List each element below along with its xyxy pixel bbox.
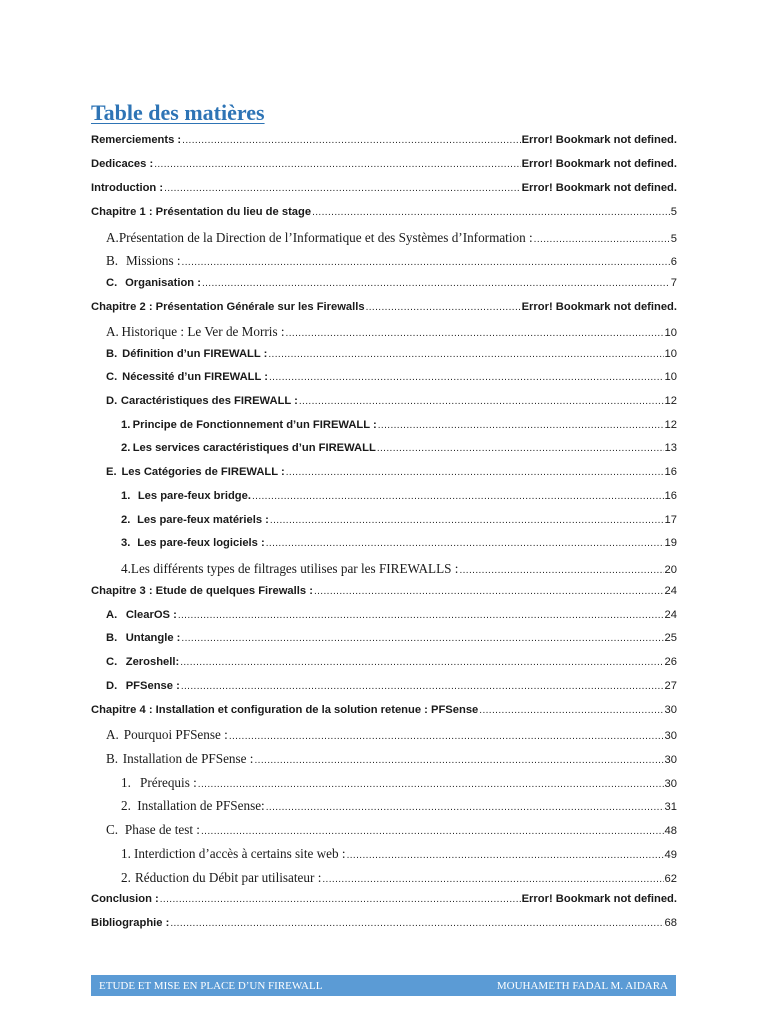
toc-entry[interactable]	[121, 798, 677, 818]
toc-entry-marker: D.	[106, 395, 118, 407]
toc-dot-leader	[378, 420, 664, 431]
toc-entry-label: Installation de PFSense:	[137, 798, 265, 813]
toc-entry-marker: 2.	[121, 442, 131, 454]
toc-dot-leader	[459, 565, 663, 576]
toc-entry-label: Dedicaces :	[91, 158, 154, 170]
toc-entry-page: 31	[664, 801, 677, 813]
toc-entry-page: 25	[664, 632, 677, 644]
toc-entry-label: Les services caractéristiques d’un FIREWALL	[132, 442, 376, 454]
toc-entry[interactable]	[106, 656, 677, 676]
toc-entry-page: 49	[664, 849, 677, 861]
toc-entry-page: 48	[664, 825, 677, 837]
toc-entry-page: Error! Bookmark not defined.	[521, 158, 677, 170]
toc-entry-label: Bibliographie :	[91, 917, 170, 929]
toc-dot-leader	[286, 328, 664, 339]
toc-entry-marker: 1.	[121, 419, 131, 431]
toc-entry[interactable]	[106, 466, 677, 486]
toc-dot-leader	[479, 705, 663, 716]
toc-entry-marker: D.	[106, 680, 118, 692]
toc-entry-label: Remerciements :	[91, 134, 182, 146]
toc-entry-marker: C.	[106, 371, 118, 383]
toc-entry[interactable]	[121, 775, 677, 795]
toc-dot-leader	[178, 610, 664, 621]
toc-entry[interactable]	[106, 751, 677, 771]
toc-entry-page: 13	[664, 442, 677, 454]
toc-entry-page: 6	[670, 256, 677, 268]
toc-entry-page: 5	[670, 206, 677, 218]
toc-dot-leader	[312, 207, 670, 218]
toc-entry-label: Définition d’un FIREWALL :	[122, 348, 268, 360]
toc-entry[interactable]	[106, 395, 677, 415]
toc-entry-label: Pourquoi PFSense :	[123, 727, 228, 742]
toc-entry[interactable]	[121, 870, 677, 890]
toc-entry-label: Chapitre 1 : Présentation du lieu de stage	[91, 206, 312, 218]
toc-entry-page: 12	[664, 395, 677, 407]
toc-entry-label: Présentation de la Direction de l’Informatique et des Systèmes d’Information :	[118, 230, 533, 245]
toc-entry[interactable]	[91, 893, 677, 913]
toc-entry-page: Error! Bookmark not defined.	[521, 134, 677, 146]
toc-dot-leader	[254, 755, 663, 766]
toc-entry-page: 5	[670, 233, 677, 245]
toc-entry-label: Prérequis :	[140, 775, 197, 790]
toc-entry[interactable]	[121, 442, 677, 462]
toc-entry[interactable]	[121, 490, 677, 510]
toc-entry-label: Caractéristiques des FIREWALL :	[120, 395, 298, 407]
toc-entry-page: 68	[664, 917, 677, 929]
toc-entry-page: Error! Bookmark not defined.	[521, 301, 677, 313]
toc-dot-leader	[299, 396, 664, 407]
toc-entry-page: 27	[664, 680, 677, 692]
toc-entry-label: ClearOS :	[125, 609, 177, 621]
toc-entry-marker: A.	[106, 609, 118, 621]
toc-entry[interactable]	[91, 917, 677, 937]
toc-entry-page: 20	[664, 564, 677, 576]
toc-entry-marker: C.	[106, 822, 119, 837]
toc-dot-leader	[229, 731, 664, 742]
toc-entry[interactable]	[106, 230, 677, 250]
toc-entry-marker: B.	[106, 348, 118, 360]
toc-entry-label: Zeroshell:	[125, 656, 180, 668]
toc-entry[interactable]	[106, 609, 677, 629]
toc-dot-leader	[377, 443, 664, 454]
toc-entry-page: 26	[664, 656, 677, 668]
toc-entry-label: Les pare-feux logiciels :	[137, 537, 265, 549]
footer-document-title: ETUDE ET MISE EN PLACE D’UN FIREWALL	[99, 979, 323, 992]
toc-entry-label: Chapitre 4 : Installation et configuration de la solution retenue : PFSense	[91, 704, 479, 716]
toc-entry[interactable]	[91, 704, 677, 724]
page-footer	[91, 975, 676, 996]
toc-entry[interactable]	[121, 514, 677, 534]
toc-entry-label: Nécessité d’un FIREWALL :	[122, 371, 268, 383]
toc-dot-leader	[202, 278, 670, 289]
toc-entry-marker: E.	[106, 466, 117, 478]
toc-entry-label: Chapitre 3 : Etude de quelques Firewalls :	[91, 585, 313, 597]
toc-dot-leader	[266, 802, 664, 813]
toc-dot-leader	[347, 850, 664, 861]
toc-entry[interactable]	[91, 206, 677, 226]
toc-entry-marker: 2.	[121, 798, 131, 813]
toc-entry[interactable]	[106, 277, 677, 297]
toc-entry-page: 24	[664, 609, 677, 621]
toc-entry-label: Principe de Fonctionnement d’un FIREWALL :	[132, 419, 377, 431]
toc-entry-marker: B.	[106, 751, 119, 766]
toc-entry-page: 7	[670, 277, 677, 289]
toc-entry[interactable]	[91, 158, 677, 178]
toc-entry-label: Les Catégories de FIREWALL :	[121, 466, 285, 478]
toc-entry-page: 12	[664, 419, 677, 431]
toc-entry[interactable]	[106, 822, 677, 842]
toc-entry[interactable]	[106, 371, 677, 391]
toc-entry-label: Réduction du Débit par utilisateur :	[134, 870, 322, 885]
toc-entry[interactable]	[106, 727, 677, 747]
toc-entry-label: Untangle :	[125, 632, 181, 644]
toc-entry[interactable]	[121, 419, 677, 439]
toc-entry-page: 24	[664, 585, 677, 597]
toc-entry-page: 19	[664, 537, 677, 549]
toc-entry-label: Les différents types de filtrages utilises par les FIREWALLS :	[130, 561, 459, 576]
toc-dot-leader	[198, 779, 664, 790]
toc-entry-marker: B.	[106, 632, 118, 644]
toc-entry[interactable]	[121, 537, 677, 557]
toc-dot-leader	[366, 302, 521, 313]
toc-dot-leader	[182, 257, 670, 268]
toc-entry-marker: 4.	[121, 561, 131, 576]
page-title: Table des matières	[91, 100, 265, 125]
toc-entry-page: 10	[664, 327, 677, 339]
toc-dot-leader	[160, 894, 521, 905]
toc-entry-page: Error! Bookmark not defined.	[521, 893, 677, 905]
toc-entry-label: Les pare-feux matériels :	[137, 514, 269, 526]
toc-dot-leader	[266, 538, 664, 549]
toc-entry-marker: 1.	[121, 775, 131, 790]
toc-dot-leader	[201, 826, 664, 837]
toc-entry-marker: C.	[106, 656, 118, 668]
toc-entry[interactable]	[106, 253, 677, 273]
toc-dot-leader	[268, 349, 663, 360]
toc-dot-leader	[322, 874, 663, 885]
toc-entry[interactable]	[106, 348, 677, 368]
toc-entry[interactable]	[91, 301, 677, 321]
toc-dot-leader	[164, 183, 521, 194]
toc-dot-leader	[286, 467, 664, 478]
toc-entry-marker: A.	[106, 727, 119, 742]
toc-entry-page: 16	[664, 466, 677, 478]
toc-entry-label: Historique : Le Ver de Morris :	[121, 324, 285, 339]
toc-entry-label: Interdiction d’accès à certains site web :	[133, 846, 346, 861]
toc-entry-page: 10	[664, 371, 677, 383]
toc-entry-label: Conclusion :	[91, 893, 159, 905]
toc-entry-label: Organisation :	[125, 277, 201, 289]
toc-entry-marker: A.	[106, 324, 119, 339]
toc-dot-leader	[180, 657, 663, 668]
toc-entry-marker: A.	[106, 230, 119, 245]
toc-entry[interactable]	[91, 585, 677, 605]
toc-entry[interactable]	[121, 561, 677, 581]
toc-entry-label: Phase de test :	[124, 822, 200, 837]
toc-dot-leader	[269, 372, 664, 383]
toc-dot-leader	[182, 135, 520, 146]
toc-entry-label: PFSense :	[125, 680, 180, 692]
toc-dot-leader	[181, 633, 663, 644]
toc-entry-label: Chapitre 2 : Présentation Générale sur les Firewalls	[91, 301, 365, 313]
toc-entry-marker: 3.	[121, 537, 131, 549]
toc-entry-marker: B.	[106, 253, 119, 268]
toc-dot-leader	[170, 918, 663, 929]
toc-entry[interactable]	[106, 324, 677, 344]
toc-entry-page: 30	[664, 754, 677, 766]
toc-dot-leader	[270, 515, 664, 526]
toc-entry-page: 30	[664, 704, 677, 716]
toc-entry-page: 62	[664, 873, 677, 885]
toc-entry-marker: 2.	[121, 514, 131, 526]
toc-entry[interactable]	[91, 134, 677, 154]
toc-dot-leader	[314, 586, 664, 597]
toc-entry-page: 16	[664, 490, 677, 502]
toc-entry-marker: C.	[106, 277, 118, 289]
toc-entry[interactable]	[121, 846, 677, 866]
toc-entry[interactable]	[91, 182, 677, 202]
toc-entry-label: Missions :	[125, 253, 181, 268]
toc-entry-label: Introduction :	[91, 182, 164, 194]
toc-entry-page: Error! Bookmark not defined.	[521, 182, 677, 194]
toc-entry-marker: 1.	[121, 846, 131, 861]
toc-entry-marker: 1.	[121, 490, 131, 502]
footer-author: MOUHAMETH FADAL M. AIDARA	[496, 979, 668, 992]
toc-dot-leader	[181, 681, 664, 692]
toc-dot-leader	[154, 159, 520, 170]
toc-entry-label: Les pare-feux bridge.	[137, 490, 251, 502]
toc-dot-leader	[534, 234, 670, 245]
toc-entry-page: 10	[664, 348, 677, 360]
toc-entry-page: 30	[664, 778, 677, 790]
toc-entry[interactable]	[106, 632, 677, 652]
toc-dot-leader	[252, 491, 664, 502]
toc-entry-marker: 2.	[121, 870, 131, 885]
toc-entry-page: 30	[664, 730, 677, 742]
toc-entry-label: Installation de PFSense :	[122, 751, 254, 766]
toc-entry[interactable]	[106, 680, 677, 700]
toc-entry-page: 17	[664, 514, 677, 526]
